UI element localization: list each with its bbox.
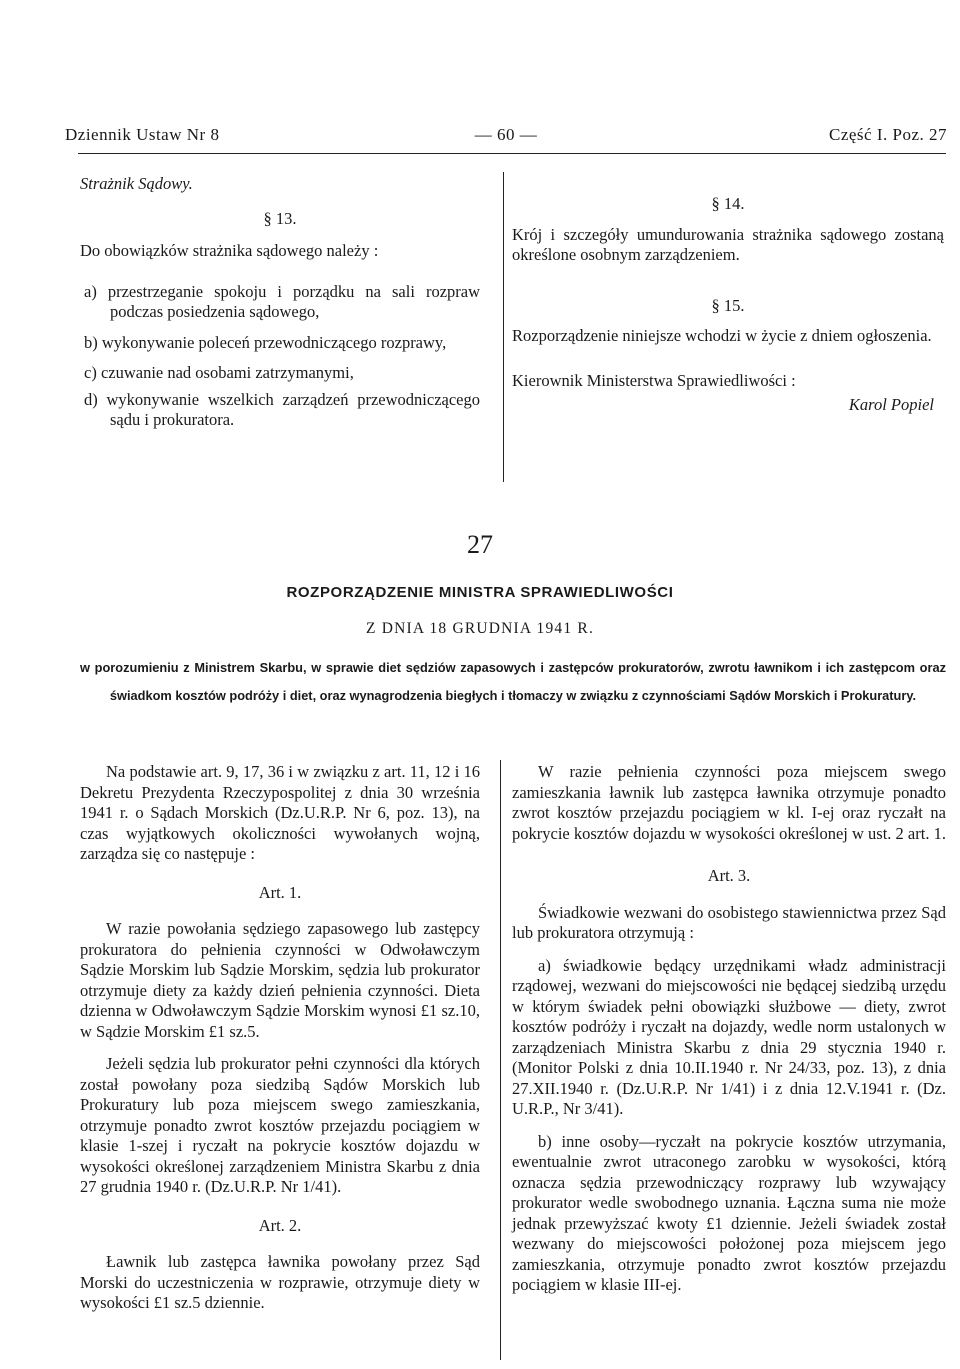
article-2-paragraph-2: W razie pełnienia czynności poza miejscem swego zamieszkania ławnik lub zastępca ławnika otrzymuje ponadto zwrot kosztów przejazdu pociągiem w kl. I-ej oraz ryczałt na pokrycie kosztów dojazdu w wysokości określonej w ust. 2 art. 1.: [512, 762, 946, 843]
preamble: Na podstawie art. 9, 17, 36 i w związku z art. 11, 12 i 16 Dekretu Prezydenta Rzeczypospolitej z dnia 30 września 1941 r. o Sądach Morskich (Dz.U.R.P. Nr 6, poz. 13), na czas wyjątkowych okoliczności wywołanych wojną, zarządza się co następuje :: [80, 762, 480, 863]
section-13-intro: Do obowiązków strażnika sądowego należy :: [80, 241, 379, 260]
duties-list: [80, 282, 480, 431]
article-3-item-a: a) świadkowie będący urzędnikami władz administracji rządowej, wezwani do miejscowości nie będącej siedzibą urzędu w którym świadek pełni obowiązki służbowe — diety, zwrot kosztów podróży i ryczałt na dojazdy, wedle norm ustalonych w zarządzeniach Ministra Skarbu z dnia 29 stycznia 1940 r. (Monitor Polski z dnia 10.II.1940 r. Nr 24/33, poz. 13), z dnia 27.XII.1940 r. (Dz.U.R.P. Nr 1/41) i z dnia 12.V.1941 r. (Dz. U.R.P., Nr 3/41).: [512, 955, 946, 1118]
article-2-paragraph-1: Ławnik lub zastępca ławnika powołany przez Sąd Morski do uczestniczenia w rozprawie, otrzymuje diety w wysokości £1 sz.5 dziennie.: [80, 1252, 480, 1312]
article-1-heading: Art. 1.: [258, 882, 302, 902]
article-1-paragraph-1: W razie powołania sędziego zapasowego lub zastępcy prokuratora do pełnienia czynności w Odwoławczym Sądzie Morskim lub Sądzie Morskim, sędzia lub prokurator otrzymuje diety za każdy dzień pełnienia czynności. Dieta dzienna w Odwoławczym Sądzie Morskim wynosi £1 sz.10, w Sądzie Morskim £1 sz.5.: [80, 919, 480, 1041]
page-number: — 60 —: [474, 125, 538, 144]
section-13-heading: § 13.: [263, 208, 297, 228]
lower-left-column: [80, 762, 480, 1314]
list-item: c) czuwanie nad osobami zatrzymanymi,: [84, 363, 354, 382]
section-14-text: Krój i szczegóły umundurowania strażnika sądowego zostaną określone osobnym zarządzeniem.: [512, 224, 944, 264]
section-14-heading: § 14.: [711, 194, 745, 213]
section-title: Strażnik Sądowy.: [80, 174, 193, 193]
signatory-name: Karol Popiel: [848, 395, 934, 414]
column-divider: [500, 760, 501, 1360]
part-position: Część I. Poz. 27: [828, 125, 947, 144]
section-15-heading: § 15.: [711, 295, 745, 315]
lower-right-column: [512, 762, 946, 1296]
list-item: d) wykonywanie wszelkich zarządzeń przewodniczącego sądu i prokuratora.: [84, 389, 480, 429]
act-number: 27: [467, 530, 493, 559]
act-title: ROZPORZĄDZENIE MINISTRA SPRAWIEDLIWOŚCI: [286, 584, 674, 601]
article-1-paragraph-2: Jeżeli sędzia lub prokurator pełni czynności dla których został powołany poza siedzibą Sądów Morskich lub Prokuratury lub poza miejscem swego zamieszkania, otrzymuje ponadto zwrot kosztów przejazdu pociągiem w klasie 1-szej i ryczałt na pokrycie kosztów dojazdu w wysokości określonej zarządzeniem Ministra Skarbu z dnia 27 grudnia 1940 r. (Dz.U.R.P. Nr 1/41).: [80, 1054, 480, 1196]
article-2-heading: Art. 2.: [258, 1215, 302, 1235]
article-3-intro: Świadkowie wezwani do osobistego stawiennictwa przez Sąd lub prokuratora otrzymują :: [512, 902, 946, 942]
upper-right-column: [512, 194, 944, 416]
article-3-item-b: b) inne osoby—ryczałt na pokrycie kosztów utrzymania, ewentualnie zwrot utraconego zarobku w wysokości, którą oznacza sędzia przewodniczący rozprawy lub wzywający prokurator wedle swobodnego uznania. Łączna suma nie może jednak przewyższać kwoty £1 dziennie. Jeżeli świadek został wezwany do miejscowości położonej poza miejscem jego zamieszkania, otrzymuje ponadto zwrot kosztów przejazdu pociągiem w klasie III-ej.: [512, 1131, 946, 1294]
header-rule: [78, 153, 946, 154]
article-3-heading: Art. 3.: [707, 866, 751, 885]
journal-title: Dziennik Ustaw Nr 8: [65, 125, 220, 144]
upper-left-column: [80, 174, 480, 441]
section-15-text: Rozporządzenie niniejsze wchodzi w życie z dniem ogłoszenia.: [512, 326, 932, 345]
act-date: Z DNIA 18 GRUDNIA 1941 R.: [365, 620, 595, 637]
list-item: b) wykonywanie poleceń przewodniczącego rozprawy,: [84, 332, 447, 352]
act-subject: w porozumieniu z Ministrem Skarbu, w sprawie diet sędziów zapasowych i zastępców prokuratorów, zwrotu ławnikom i ich zastępcom oraz świadkom kosztów podróży i diet, oraz wynagrodzenia biegłych i tłomaczy w związku z czynnościami Sądów Morskich i Prokuratury.: [80, 660, 946, 703]
list-item: a) przestrzeganie spokoju i porządku na sali rozpraw podczas posiedzenia sądowego,: [84, 281, 480, 321]
column-divider: [503, 172, 504, 482]
signatory-title: Kierownik Ministerstwa Sprawiedliwości :: [512, 370, 796, 390]
